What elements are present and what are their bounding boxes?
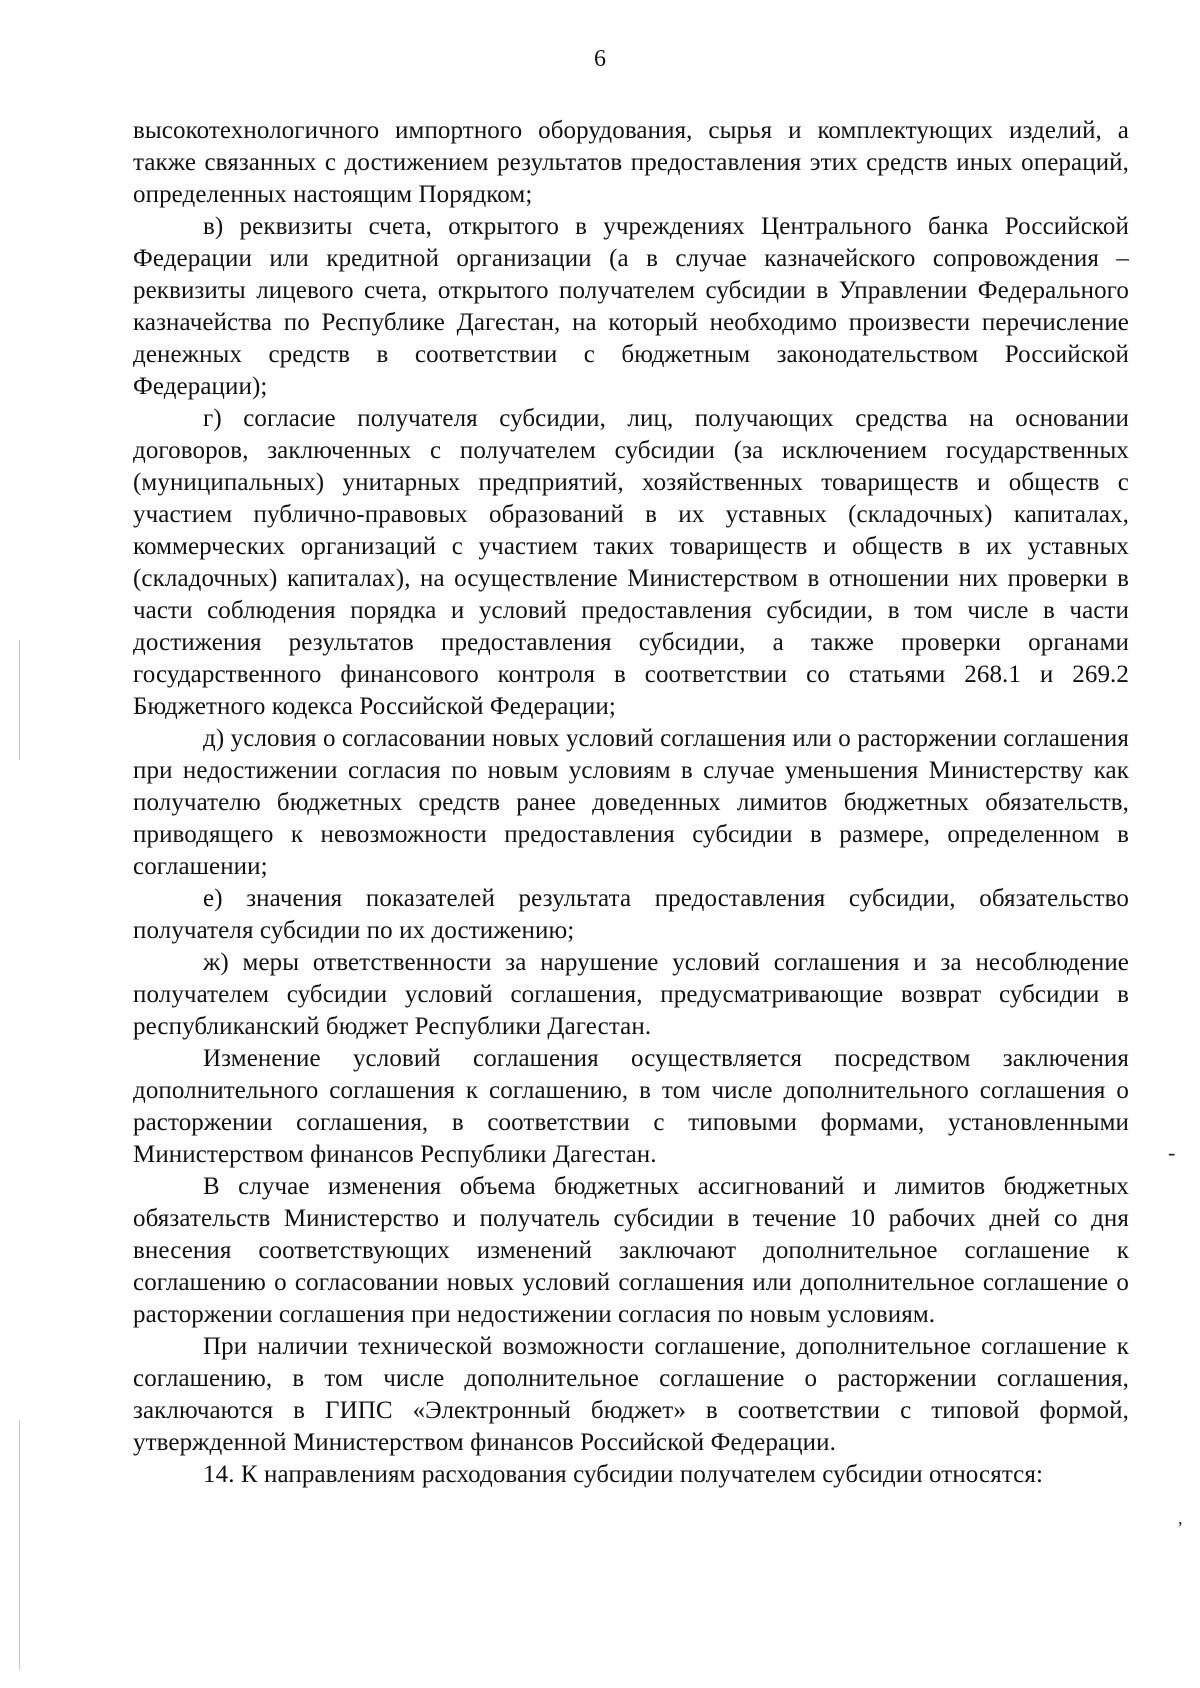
paragraph-item-v: в) реквизиты счета, открытого в учреждениях Центрального банка Российской Федерации или кредитной организации (а в случае казначейского сопровождения – реквизиты лицевого счета, открытого получателем субсидии в Управлении Федерального казначейства по Республике Дагестан, на который необходимо произвести перечисление денежных средств в соответствии с бюджетным законодательством Российской Федерации);	[133, 213, 1129, 400]
page-number: 6	[594, 46, 606, 72]
scan-artifact-mark: ,	[1178, 1508, 1183, 1528]
scan-artifact-mark: -	[1168, 1140, 1176, 1165]
paragraph-section-14: 14. К направлениям расходования субсидии получателем субсидии относятся:	[203, 1461, 1043, 1488]
paragraph-budget-changes: В случае изменения объема бюджетных ассигнований и лимитов бюджетных обязательств Министерство и получатель субсидии в течение 10 рабочих дней со дня внесения соответствующих изменений заключают дополнительное соглашение к соглашению о согласовании новых условий соглашения или дополнительное соглашение о расторжении соглашения при недостижении согласия по новым условиям.	[133, 1173, 1129, 1328]
scan-artifact-line	[19, 1420, 20, 1670]
paragraph-agreement-changes: Изменение условий соглашения осуществляется посредством заключения дополнительного соглашения к соглашению, в том числе дополнительного соглашения о расторжении соглашения, в соответствии с типовыми формами, установленными Министерством финансов Республики Дагестан.	[133, 1045, 1129, 1168]
paragraph-continuation: высокотехнологичного импортного оборудования, сырья и комплектующих изделий, а также связанных с достижением результатов предоставления этих средств иных операций, определенных настоящим Порядком;	[133, 117, 1129, 208]
paragraph-item-zh: ж) меры ответственности за нарушение условий соглашения и за несоблюдение получателем субсидии условий соглашения, предусматривающие возврат субсидии в республиканский бюджет Республики Дагестан.	[133, 949, 1129, 1040]
scan-artifact-line	[19, 640, 20, 760]
paragraph-item-e: е) значения показателей результата предоставления субсидии, обязательство получателя субсидии по их достижению;	[133, 885, 1129, 944]
paragraph-item-g: г) согласие получателя субсидии, лиц, получающих средства на основании договоров, заключенных с получателем субсидии (за исключением государственных (муниципальных) унитарных предприятий, хозяйственных товариществ и обществ с участием публично-правовых образований в их уставных (складочных) капиталах, коммерческих организаций с участием таких товариществ и обществ в их уставных (складочных) капиталах), на осуществление Министерством в отношении них проверки в части соблюдения порядка и условий предоставления субсидии, в том числе в части достижения результатов предоставления субсидии, а также проверки органами государственного финансового контроля в соответствии со статьями 268.1 и 269.2 Бюджетного кодекса Российской Федерации;	[133, 405, 1129, 720]
paragraph-item-d: д) условия о согласовании новых условий соглашения или о расторжении соглашения при недостижении согласия по новым условиям в случае уменьшения Министерству как получателю бюджетных средств ранее доведенных лимитов бюджетных обязательств, приводящего к невозможности предоставления субсидии в размере, определенном в соглашении;	[133, 725, 1129, 880]
document-body	[133, 115, 1129, 1491]
paragraph-electronic-budget: При наличии технической возможности соглашение, дополнительное соглашение к соглашению, в том числе дополнительное соглашение о расторжении соглашения, заключаются в ГИПС «Электронный бюджет» в соответствии с типовой формой, утвержденной Министерством финансов Российской Федерации.	[133, 1333, 1129, 1456]
